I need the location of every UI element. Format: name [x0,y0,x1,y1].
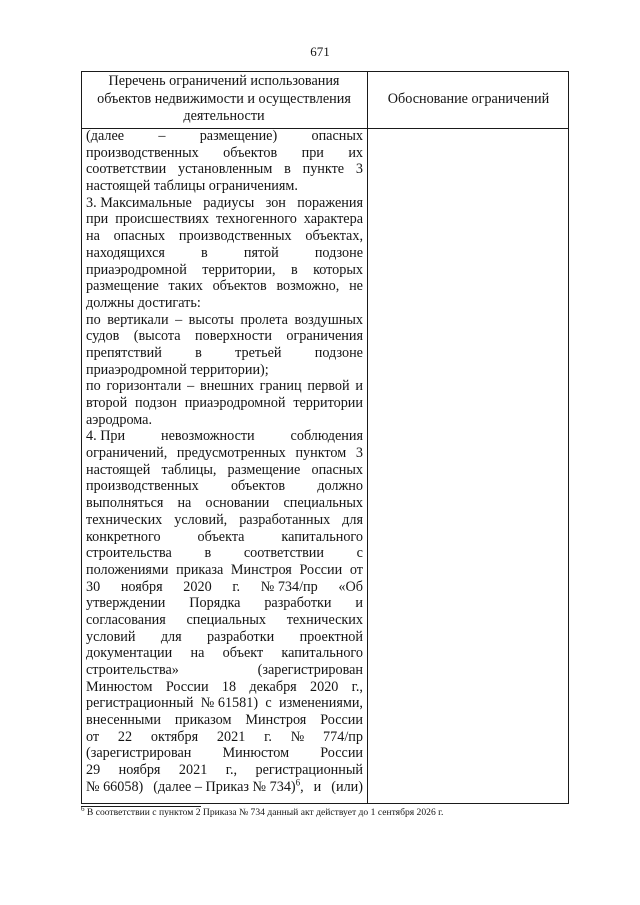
word: документации [86,645,173,662]
text-line [86,762,363,779]
word: 4. При [86,428,126,445]
word: подзон [135,395,177,411]
word: на [86,228,100,245]
word: производственных [178,228,292,245]
word: условий [86,628,136,645]
word: № [290,728,305,745]
word: на [190,645,205,662]
word: на [177,495,192,512]
word: приаэродромной территории); [86,361,269,378]
word: в [290,261,298,278]
word: настоящей [86,461,151,478]
word: выполняться [86,495,164,512]
footnote-text: В соответствии с пунктом 2 Приказа № 734 данный акт действует до 1 сентября 2026 г. [86,807,444,818]
word: разработки [264,595,332,612]
text-line [86,695,363,712]
word: объект [222,645,264,662]
text-line [86,345,363,362]
word: в [201,244,208,261]
word: второй [86,395,128,411]
word: с [356,545,363,562]
word: объектов [230,478,286,495]
word: Минюстом [86,678,153,695]
word: таких [168,278,203,295]
word: опасных [311,461,363,478]
word: согласования [86,611,166,628]
word: «Об [338,578,363,595]
word: г. [232,578,241,595]
footnote-marker: 6 [81,804,85,813]
column-header-justification: Обоснование ограничений [387,91,550,107]
word: которых [313,261,363,278]
word: невозможности [161,428,255,445]
word: 2021 [216,728,246,745]
word: опасных [113,228,166,245]
word: октября [150,728,199,745]
word: России [320,712,363,729]
page-number: 671 [310,44,330,59]
text-line [86,145,363,162]
word: внешних [200,378,254,395]
word: , [300,778,304,795]
word: должны достигать: [86,294,201,311]
word: границ [259,378,302,395]
word-group [153,779,303,796]
text-line [86,128,363,145]
word: соблюдения [290,428,363,445]
word: воздушных [294,311,363,328]
word: высоты [188,311,234,328]
word: России [320,745,363,762]
word: – [187,378,195,395]
word: должно [317,478,363,495]
text-line [86,462,363,479]
word: г., [351,678,363,695]
word: г., [225,762,238,779]
text-line [86,362,363,379]
word: технических [286,611,363,628]
text-line [86,612,363,629]
word: техногенного [215,211,297,228]
word: 18 [221,678,237,695]
word: третьей [235,344,282,361]
text-line [86,562,363,579]
word: поверхности [195,328,272,345]
text-line [86,178,363,195]
footnote [81,806,561,820]
word: объектов [212,278,267,295]
word: происшествиях [115,211,209,228]
word: (далее [86,128,125,144]
word: приказом [174,712,232,729]
word: (зарегистрирован [257,662,363,678]
word: объектов [223,144,278,161]
word: и [313,778,322,795]
word: Минстроя [230,561,292,578]
text-line [86,779,363,796]
text-line [86,662,363,679]
word: в [204,545,212,562]
word: 3 [355,445,363,462]
word: – [175,311,183,328]
text-line [86,195,363,212]
word: декабря [249,678,297,695]
word: территории [293,395,363,411]
word: опасных [311,128,363,144]
text-line [86,228,363,245]
word: капитального [281,528,363,545]
word: и [355,378,363,395]
word: строительства [86,545,172,562]
text-line [86,512,363,529]
word: 22 [117,728,133,745]
word: подзоне [314,244,363,261]
header-line: деятельности [183,108,265,125]
word: (зарегистрирован [86,745,192,762]
word: условий, [174,511,228,528]
word: положениями [86,561,169,578]
text-line [86,245,363,262]
column-header-restrictions [84,73,364,126]
word: капитального [281,645,363,662]
word: (высота [133,328,181,345]
word: с [265,695,272,712]
word: от [349,561,363,578]
word: Минюстом [222,745,290,762]
word: разработанных [239,511,331,528]
text-line [86,378,363,395]
word: – [158,128,166,144]
text-line [86,395,363,412]
text-line [86,161,363,178]
word: приаэродромной [184,395,286,411]
word: № 734/пр [260,578,318,595]
word: основании [205,495,270,512]
text-line [86,445,363,462]
text-line [86,262,363,279]
word: производственных [86,478,199,495]
word: утверждении [86,595,166,612]
word: в [195,344,202,361]
word: от [86,728,100,745]
word: для [342,511,363,528]
word: Минстроя [245,712,307,729]
word: 30 [86,578,101,595]
word: 2020 [183,578,212,595]
word: изменениями, [278,695,363,712]
text-line [86,729,363,746]
word: г. [264,728,272,745]
word: при [86,211,109,228]
word: ограничений, [86,445,168,462]
word: объектах, [305,228,363,245]
word: пунктом [295,445,347,462]
header-line: Перечень ограничений использования [108,73,340,89]
word: не [349,278,363,295]
word: таблицы, [161,461,217,478]
text-line [86,412,363,429]
text-line [86,745,363,762]
word: находящихся [86,244,165,261]
word: по [86,311,101,328]
word: характера [303,211,363,228]
word: размещение [86,278,159,295]
word: возможно, [276,278,340,295]
word: объекта [197,528,245,545]
word: препятствий [86,344,162,361]
word: соответствии [243,545,324,562]
word: специальных [283,495,363,512]
word: приаэродромной [86,261,187,278]
word: размещение) [199,128,278,144]
word: пятой [243,244,279,261]
word: пролета [240,311,288,328]
word: судов [86,328,120,345]
word: настоящей таблицы ограничениям. [86,178,298,195]
text-line [86,312,363,329]
word: 2020 [310,678,339,695]
text-line [86,478,363,495]
word: и [355,595,363,612]
word: № 66058) [86,778,144,795]
word: 29 [86,762,101,779]
word: внесенными [86,712,161,729]
word: подзоне [314,344,363,361]
text-line [86,328,363,345]
word: производственных [86,144,199,161]
text-line [86,712,363,729]
word: ноября [120,578,163,595]
restrictions-cell [86,128,363,796]
word: 774/пр [323,728,363,745]
word: приказа [176,561,224,578]
word: территории, [202,261,276,278]
word: первой [307,378,350,395]
text-line [86,595,363,612]
word: России [165,678,209,695]
word: их [348,144,363,161]
word: проектной [299,628,363,645]
word: по [86,378,101,395]
word: соответствии [86,161,167,178]
word: установленным [177,161,273,178]
word: России [299,561,343,578]
word: (или) [331,778,363,795]
word: 3 [355,161,363,178]
word: поражения [297,194,363,211]
word: предусмотренных [176,445,286,462]
word: специальных [186,611,267,628]
text-line [86,529,363,546]
word: в [284,161,291,178]
word: при [301,144,324,161]
text-line [86,579,363,596]
word: строительства» [86,662,179,678]
word: Порядка [189,595,241,612]
word: аэродрома. [86,411,153,428]
word: ноября [118,762,161,779]
text-line [86,645,363,662]
text-line [86,545,363,562]
text-line [86,679,363,696]
word: разработки [207,628,275,645]
text-line [86,278,363,295]
word: конкретного [86,528,161,545]
column-divider [367,71,368,804]
word: 2021 [178,762,208,779]
text-line [86,629,363,646]
word: технических [86,511,163,528]
word: зон [265,194,286,211]
header-line: объектов недвижимости и осуществления [97,90,351,107]
word: ограничения [286,328,363,345]
word: размещение [227,461,301,478]
word: горизонтали [106,378,182,395]
word: для [160,628,182,645]
text-line [86,428,363,445]
word: регистрационный [255,762,363,779]
word: радиусы [203,194,255,211]
word: регистрационный [86,695,194,712]
footnote-reference: 6 [295,777,301,788]
word: 3. Максимальные [86,194,192,211]
word: (далее – Приказ № 734) [153,778,296,795]
word: № 61581) [200,695,259,712]
text-line [86,495,363,512]
text-line [86,211,363,228]
word: вертикали [107,311,169,328]
word: пункте [302,161,345,178]
text-line [86,295,363,312]
